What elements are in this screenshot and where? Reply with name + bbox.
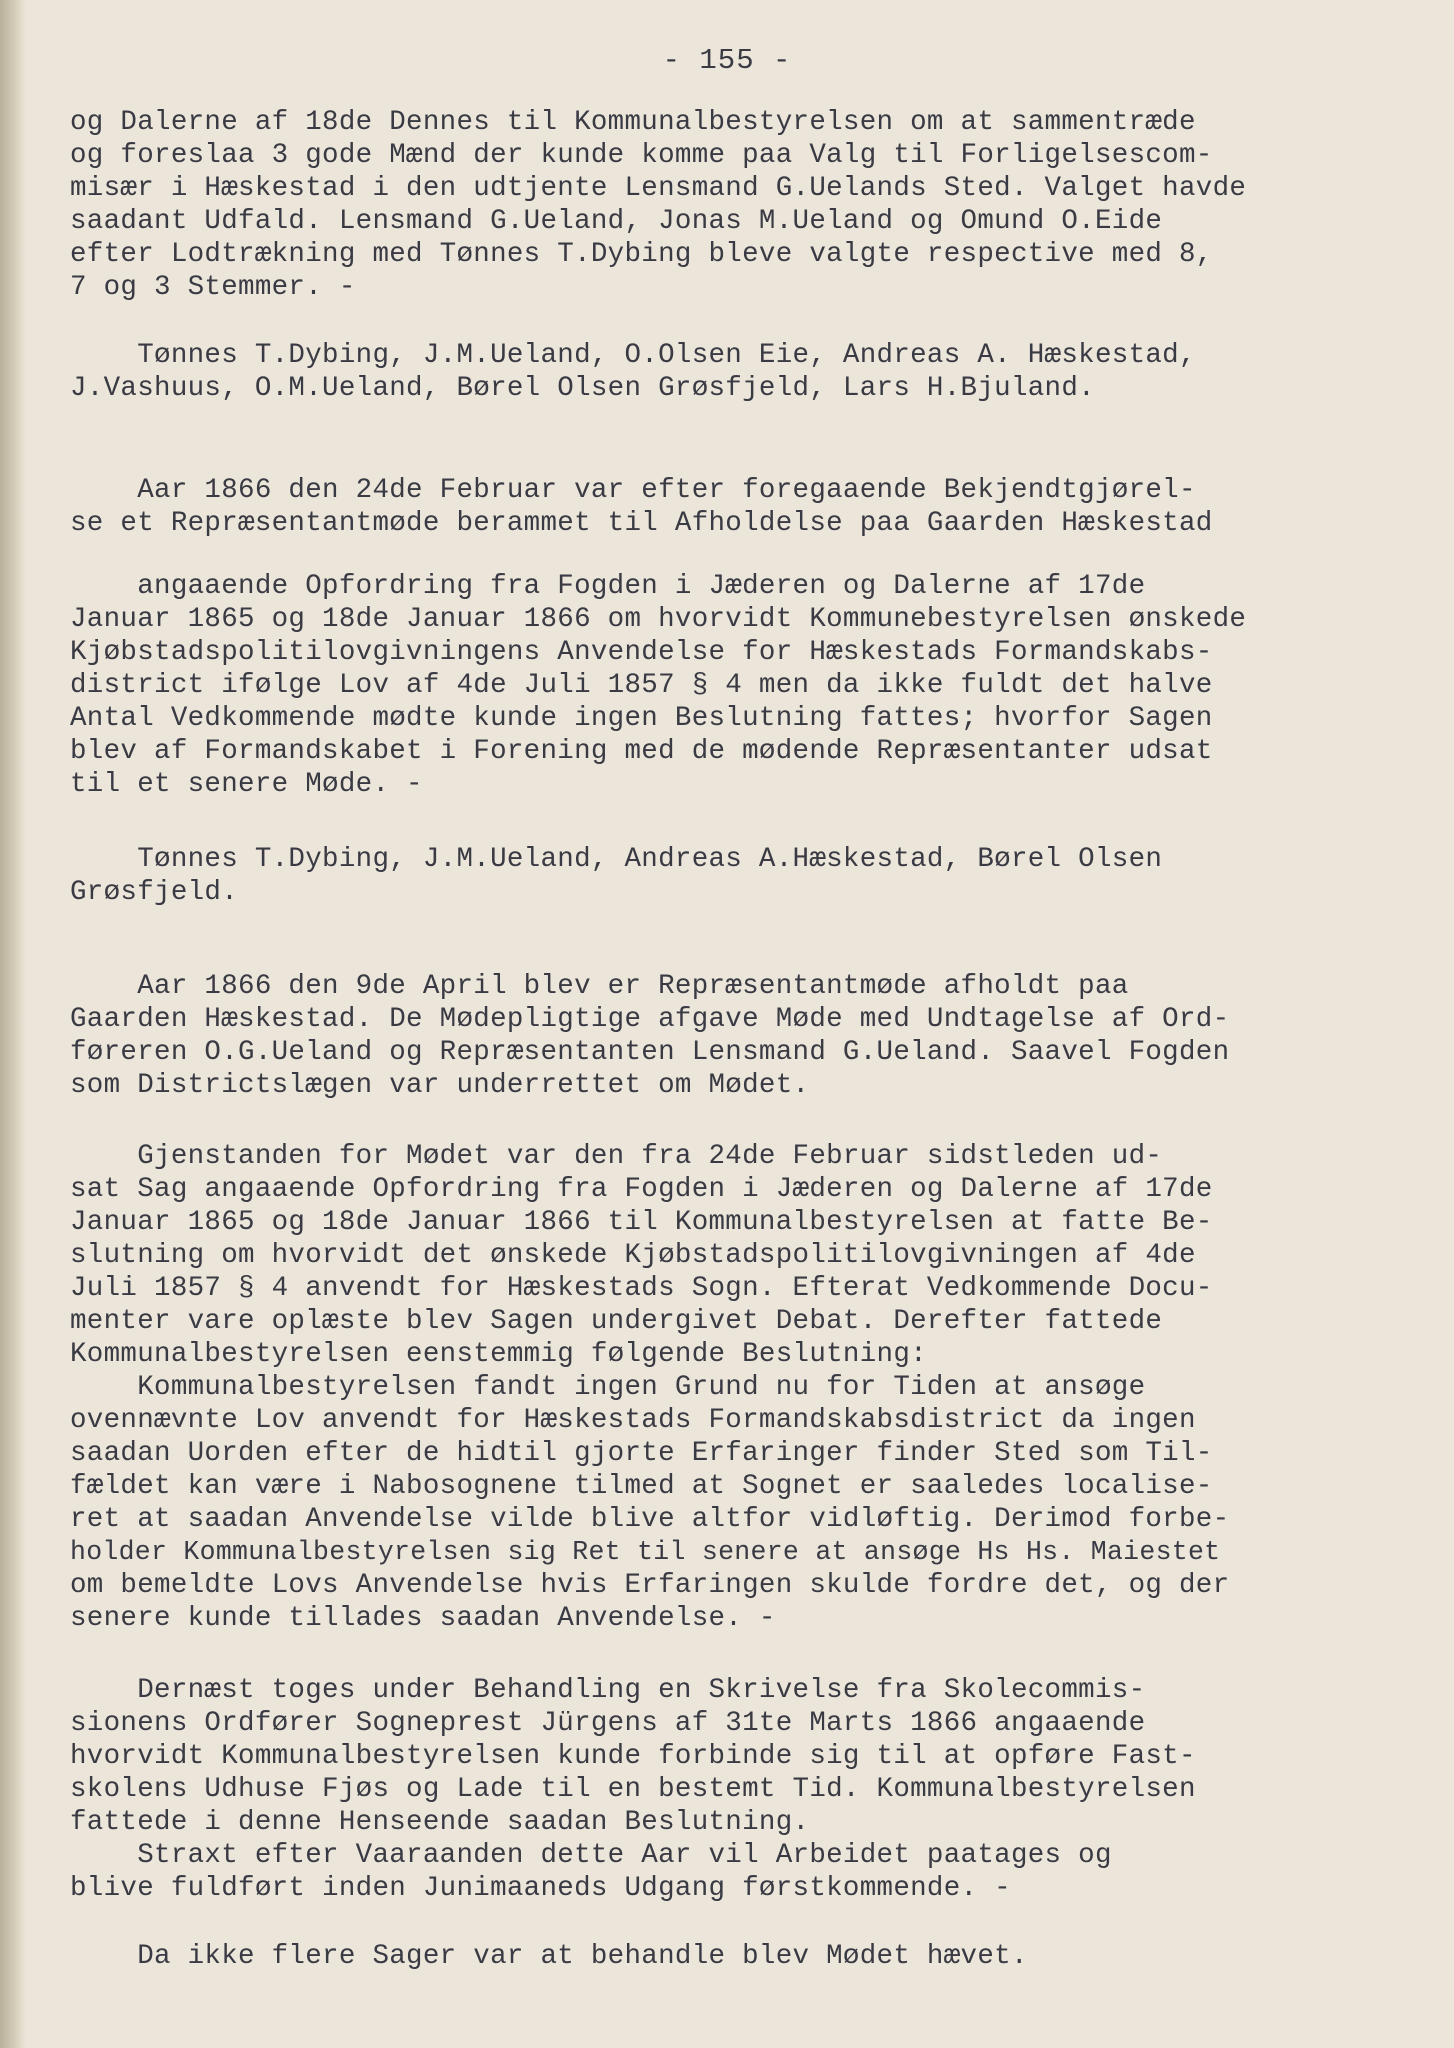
text-line: blev af Formandskabet i Forening med de mødende Repræsentanter udsat	[70, 736, 1213, 767]
paragraph-meeting-9-april	[70, 970, 1450, 1102]
text-line: senere kunde tillades saadan Anvendelse. -	[70, 1603, 776, 1634]
text-line: 7 og 3 Stemmer. -	[70, 272, 356, 303]
text-line: angaaende Opfordring fra Fogden i Jæderen og Dalerne af 17de	[70, 571, 1146, 602]
text-line: og Dalerne af 18de Dennes til Kommunalbestyrelsen om at sammentræde	[70, 107, 1196, 138]
text-line: og foreslaa 3 gode Mænd der kunde komme paa Valg til Forligelsescom-	[70, 140, 1213, 171]
text-line: holder Kommunalbestyrelsen sig Ret til senere at ansøge Hs Hs. Maiestet	[70, 1537, 1221, 1567]
text-line: hvorvidt Kommunalbestyrelsen kunde forbinde sig til at opføre Fast-	[70, 1741, 1196, 1772]
text-line: menter vare oplæste blev Sagen undergivet Debat. Derefter fattede	[70, 1306, 1163, 1337]
text-line: Juli 1857 § 4 anvendt for Hæskestads Sogn. Efterat Vedkommende Docu-	[70, 1273, 1213, 1304]
text-line: slutning om hvorvidt det ønskede Kjøbstadspolitilovgivningen af 4de	[70, 1240, 1196, 1271]
text-line: sat Sag angaaende Opfordring fra Fogden i Jæderen og Dalerne af 17de	[70, 1174, 1213, 1205]
text-line: Straxt efter Vaaraanden dette Aar vil Arbeidet paatages og	[70, 1840, 1112, 1871]
text-line: skolens Udhuse Fjøs og Lade til en bestemt Tid. Kommunalbestyrelsen	[70, 1774, 1196, 1805]
text-line: Aar 1866 den 24de Februar var efter foregaaende Bekjendtgjørel-	[70, 475, 1196, 506]
text-line: fældet kan være i Nabosognene tilmed at Sognet er saaledes localise-	[70, 1471, 1213, 1502]
text-line: blive fuldført inden Junimaaneds Udgang førstkommende. -	[70, 1873, 1011, 1904]
text-line: Da ikke flere Sager var at behandle blev Mødet hævet.	[70, 1941, 1028, 1972]
paragraph-election-result	[70, 106, 1450, 304]
signatures-block	[70, 843, 1450, 909]
page-number: - 155 -	[662, 44, 792, 77]
text-line: føreren O.G.Ueland og Repræsentanten Lensmand G.Ueland. Saavel Fogden	[70, 1037, 1230, 1068]
text-line: til et senere Møde. -	[70, 769, 423, 800]
text-line: ret at saadan Anvendelse vilde blive altfor vidløftig. Derimod forbe-	[70, 1504, 1230, 1535]
text-line: J.Vashuus, O.M.Ueland, Børel Olsen Grøsfjeld, Lars H.Bjuland.	[70, 373, 1095, 404]
text-line: Januar 1865 og 18de Januar 1866 til Kommunalbestyrelsen at fatte Be-	[70, 1207, 1213, 1238]
paragraph-meeting-24-february	[70, 474, 1450, 540]
text-line: se et Repræsentantmøde berammet til Afholdelse paa Gaarden Hæskestad	[70, 508, 1213, 539]
signatures-block	[70, 339, 1450, 405]
text-line: saadan Uorden efter de hidtil gjorte Erfaringer finder Sted som Til-	[70, 1438, 1213, 1469]
text-line: Tønnes T.Dybing, J.M.Ueland, Andreas A.Hæskestad, Børel Olsen	[70, 844, 1163, 875]
paragraph-resolution	[70, 1140, 1450, 1635]
text-line: efter Lodtrækning med Tønnes T.Dybing bleve valgte respective med 8,	[70, 239, 1213, 270]
text-line: som Districtslægen var underrettet om Mødet.	[70, 1070, 810, 1101]
text-line: Gjenstanden for Mødet var den fra 24de Februar sidstleden ud-	[70, 1141, 1163, 1172]
text-line: fattede i denne Henseende saadan Beslutning.	[70, 1807, 810, 1838]
paragraph-school-buildings	[70, 1674, 1450, 1905]
paragraph-meeting-closed	[70, 1940, 1450, 1973]
text-line: Januar 1865 og 18de Januar 1866 om hvorvidt Kommunebestyrelsen ønskede	[70, 604, 1247, 635]
text-line: Kjøbstadspolitilovgivningens Anvendelse for Hæskestads Formandskabs-	[70, 637, 1213, 668]
text-line: Dernæst toges under Behandling en Skrivelse fra Skolecommis-	[70, 1675, 1146, 1706]
text-line: om bemeldte Lovs Anvendelse hvis Erfaringen skulde fordre det, og der	[70, 1570, 1230, 1601]
text-line: sionens Ordfører Sogneprest Jürgens af 31te Marts 1866 angaaende	[70, 1708, 1146, 1739]
text-line: Gaarden Hæskestad. De Mødepligtige afgave Møde med Undtagelse af Ord-	[70, 1004, 1230, 1035]
text-line: Kommunalbestyrelsen fandt ingen Grund nu for Tiden at ansøge	[70, 1372, 1146, 1403]
text-line: Aar 1866 den 9de April blev er Repræsentantmøde afholdt paa	[70, 971, 1129, 1002]
text-line: Tønnes T.Dybing, J.M.Ueland, O.Olsen Eie, Andreas A. Hæskestad,	[70, 340, 1196, 371]
text-line: ovennævnte Lov anvendt for Hæskestads Formandskabsdistrict da ingen	[70, 1405, 1196, 1436]
paragraph-police-legislation	[70, 570, 1450, 801]
page-binding-edge	[0, 0, 26, 2048]
text-line: Kommunalbestyrelsen eenstemmig følgende Beslutning:	[70, 1339, 927, 1370]
text-line: Grøsfjeld.	[70, 877, 239, 908]
text-line: saadant Udfald. Lensmand G.Ueland, Jonas M.Ueland og Omund O.Eide	[70, 206, 1163, 237]
text-line: district ifølge Lov af 4de Juli 1857 § 4 men da ikke fuldt det halve	[70, 670, 1213, 701]
text-line: misær i Hæskestad i den udtjente Lensmand G.Uelands Sted. Valget havde	[70, 173, 1247, 204]
text-line: Antal Vedkommende mødte kunde ingen Beslutning fattes; hvorfor Sagen	[70, 703, 1213, 734]
